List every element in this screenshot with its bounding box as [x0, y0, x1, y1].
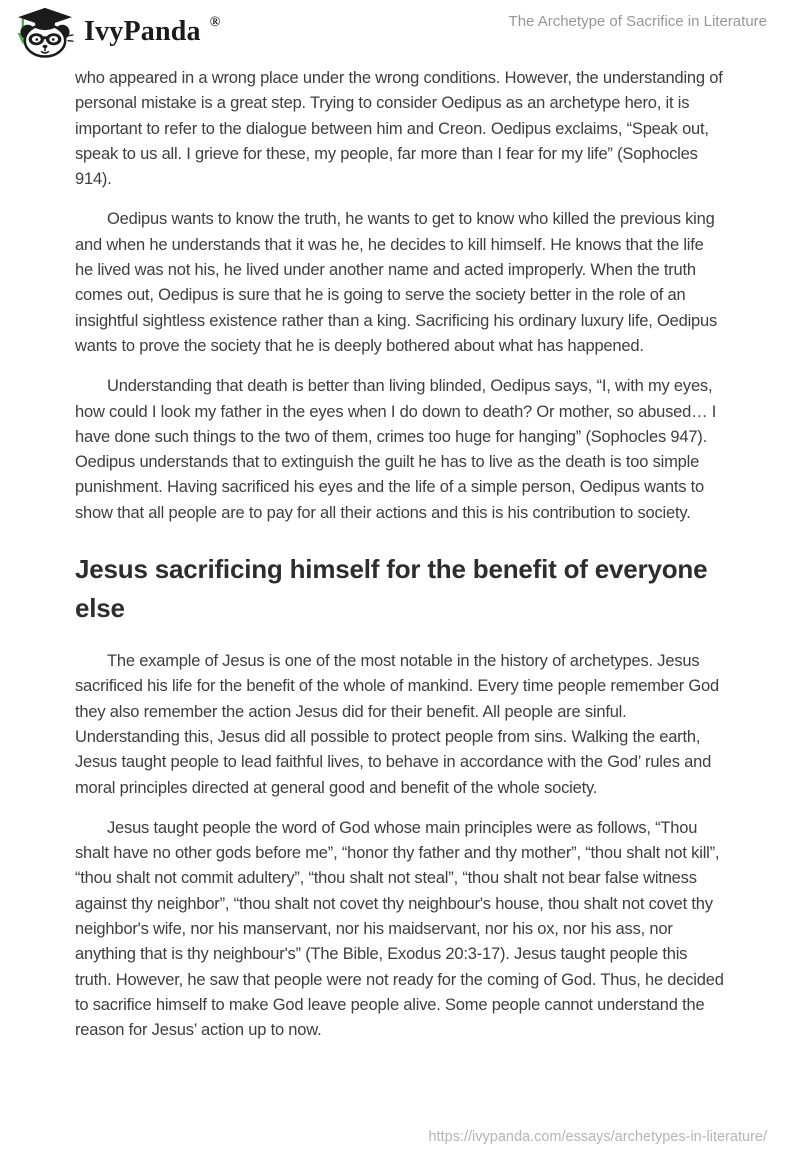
- page-footer: [429, 1128, 767, 1146]
- source-url[interactable]: https://ivypanda.com/essays/archetypes-in-literature/: [428, 1129, 767, 1145]
- brand-name: IvyPanda: [84, 16, 201, 47]
- section-heading: Jesus sacrificing himself for the benefit of everyone else: [75, 554, 708, 624]
- paragraph-jesus-example: The example of Jesus is one of the most notable in the history of archetypes. Jesus sacrificed his life for the benefit of the whole of mankind. Every time people remember God they also remember the action Jesus did for their benefit. All people are sinful. Understanding this, Jesus did all possible to protect people from sins. Walking the earth, Jesus taught people to lead faithful lives, to behave in accordance with the God’ rules and moral principles directed at general good and benefit of the whole society.: [75, 652, 719, 797]
- paragraph-oedipus-mistake: who appeared in a wrong place under the wrong conditions. However, the understanding of personal mistake is a great step. Trying to consider Oedipus as an archetype hero, it is important to refer to the dialogue between him and Creon. Oedipus exclaims, “Speak out, speak to us all. I grieve for these, my people, far more than I fear for my life” (Sophocles 914).: [75, 69, 723, 189]
- brand-logo[interactable]: [14, 6, 219, 58]
- paragraph-oedipus-truth: Oedipus wants to know the truth, he wants to get to know who killed the previous king and when he understands that it was he, he decides to kill himself. He knows that the life he lived was not his, he lived under another name and acted improperly. When the truth comes out, Oedipus is sure that he is going to serve the society better in the role of an insightful sightless existence rather than a king. Sacrificing his ordinary luxury life, Oedipus wants to prove the society that he is deeply bothered about what has happened.: [75, 210, 718, 355]
- essay-content: [75, 66, 725, 1059]
- document-title: The Archetype of Sacrifice in Literature: [508, 13, 767, 30]
- panda-graduation-cap-icon: [14, 6, 76, 58]
- paragraph-oedipus-guilt: Understanding that death is better than living blinded, Oedipus says, “I, with my eyes, how could I look my father in the eyes when I do down to death? Or mother, so abused… I have done such things to the two of them, crimes too huge for hanging” (Sophocles 947). Oedipus understands that to extinguish the guilt he has to live as the death is too simple punishment. Having sacrificed his eyes and the life of a simple person, Oedipus wants to show that all people are to pay for all their actions and this is his contribution to society.: [75, 377, 717, 522]
- paragraph-jesus-commandments: Jesus taught people the word of God whose main principles were as follows, “Thou shalt have no other gods before me”, “honor thy father and thy mother”, “thou shalt not kill”, “thou shalt not commit adultery”, “thou shalt not steal”, “thou shalt not bear false witness against thy neighbor”, “thou shalt not covet thy neighbour's house, thou shalt not covet thy neighbor's wife, nor his manservant, nor his maidservant, nor his ox, nor his ass, nor anything that is thy neighbour's” (The Bible, Exodus 20:3-17). Jesus taught people this truth. However, he saw that people were not ready for the coming of God. Thus, he decided to sacrifice himself to make God leave people alive. Some people cannot understand the reason for Jesus’ action up to now.: [75, 818, 724, 1040]
- registered-trademark: ®: [209, 15, 221, 30]
